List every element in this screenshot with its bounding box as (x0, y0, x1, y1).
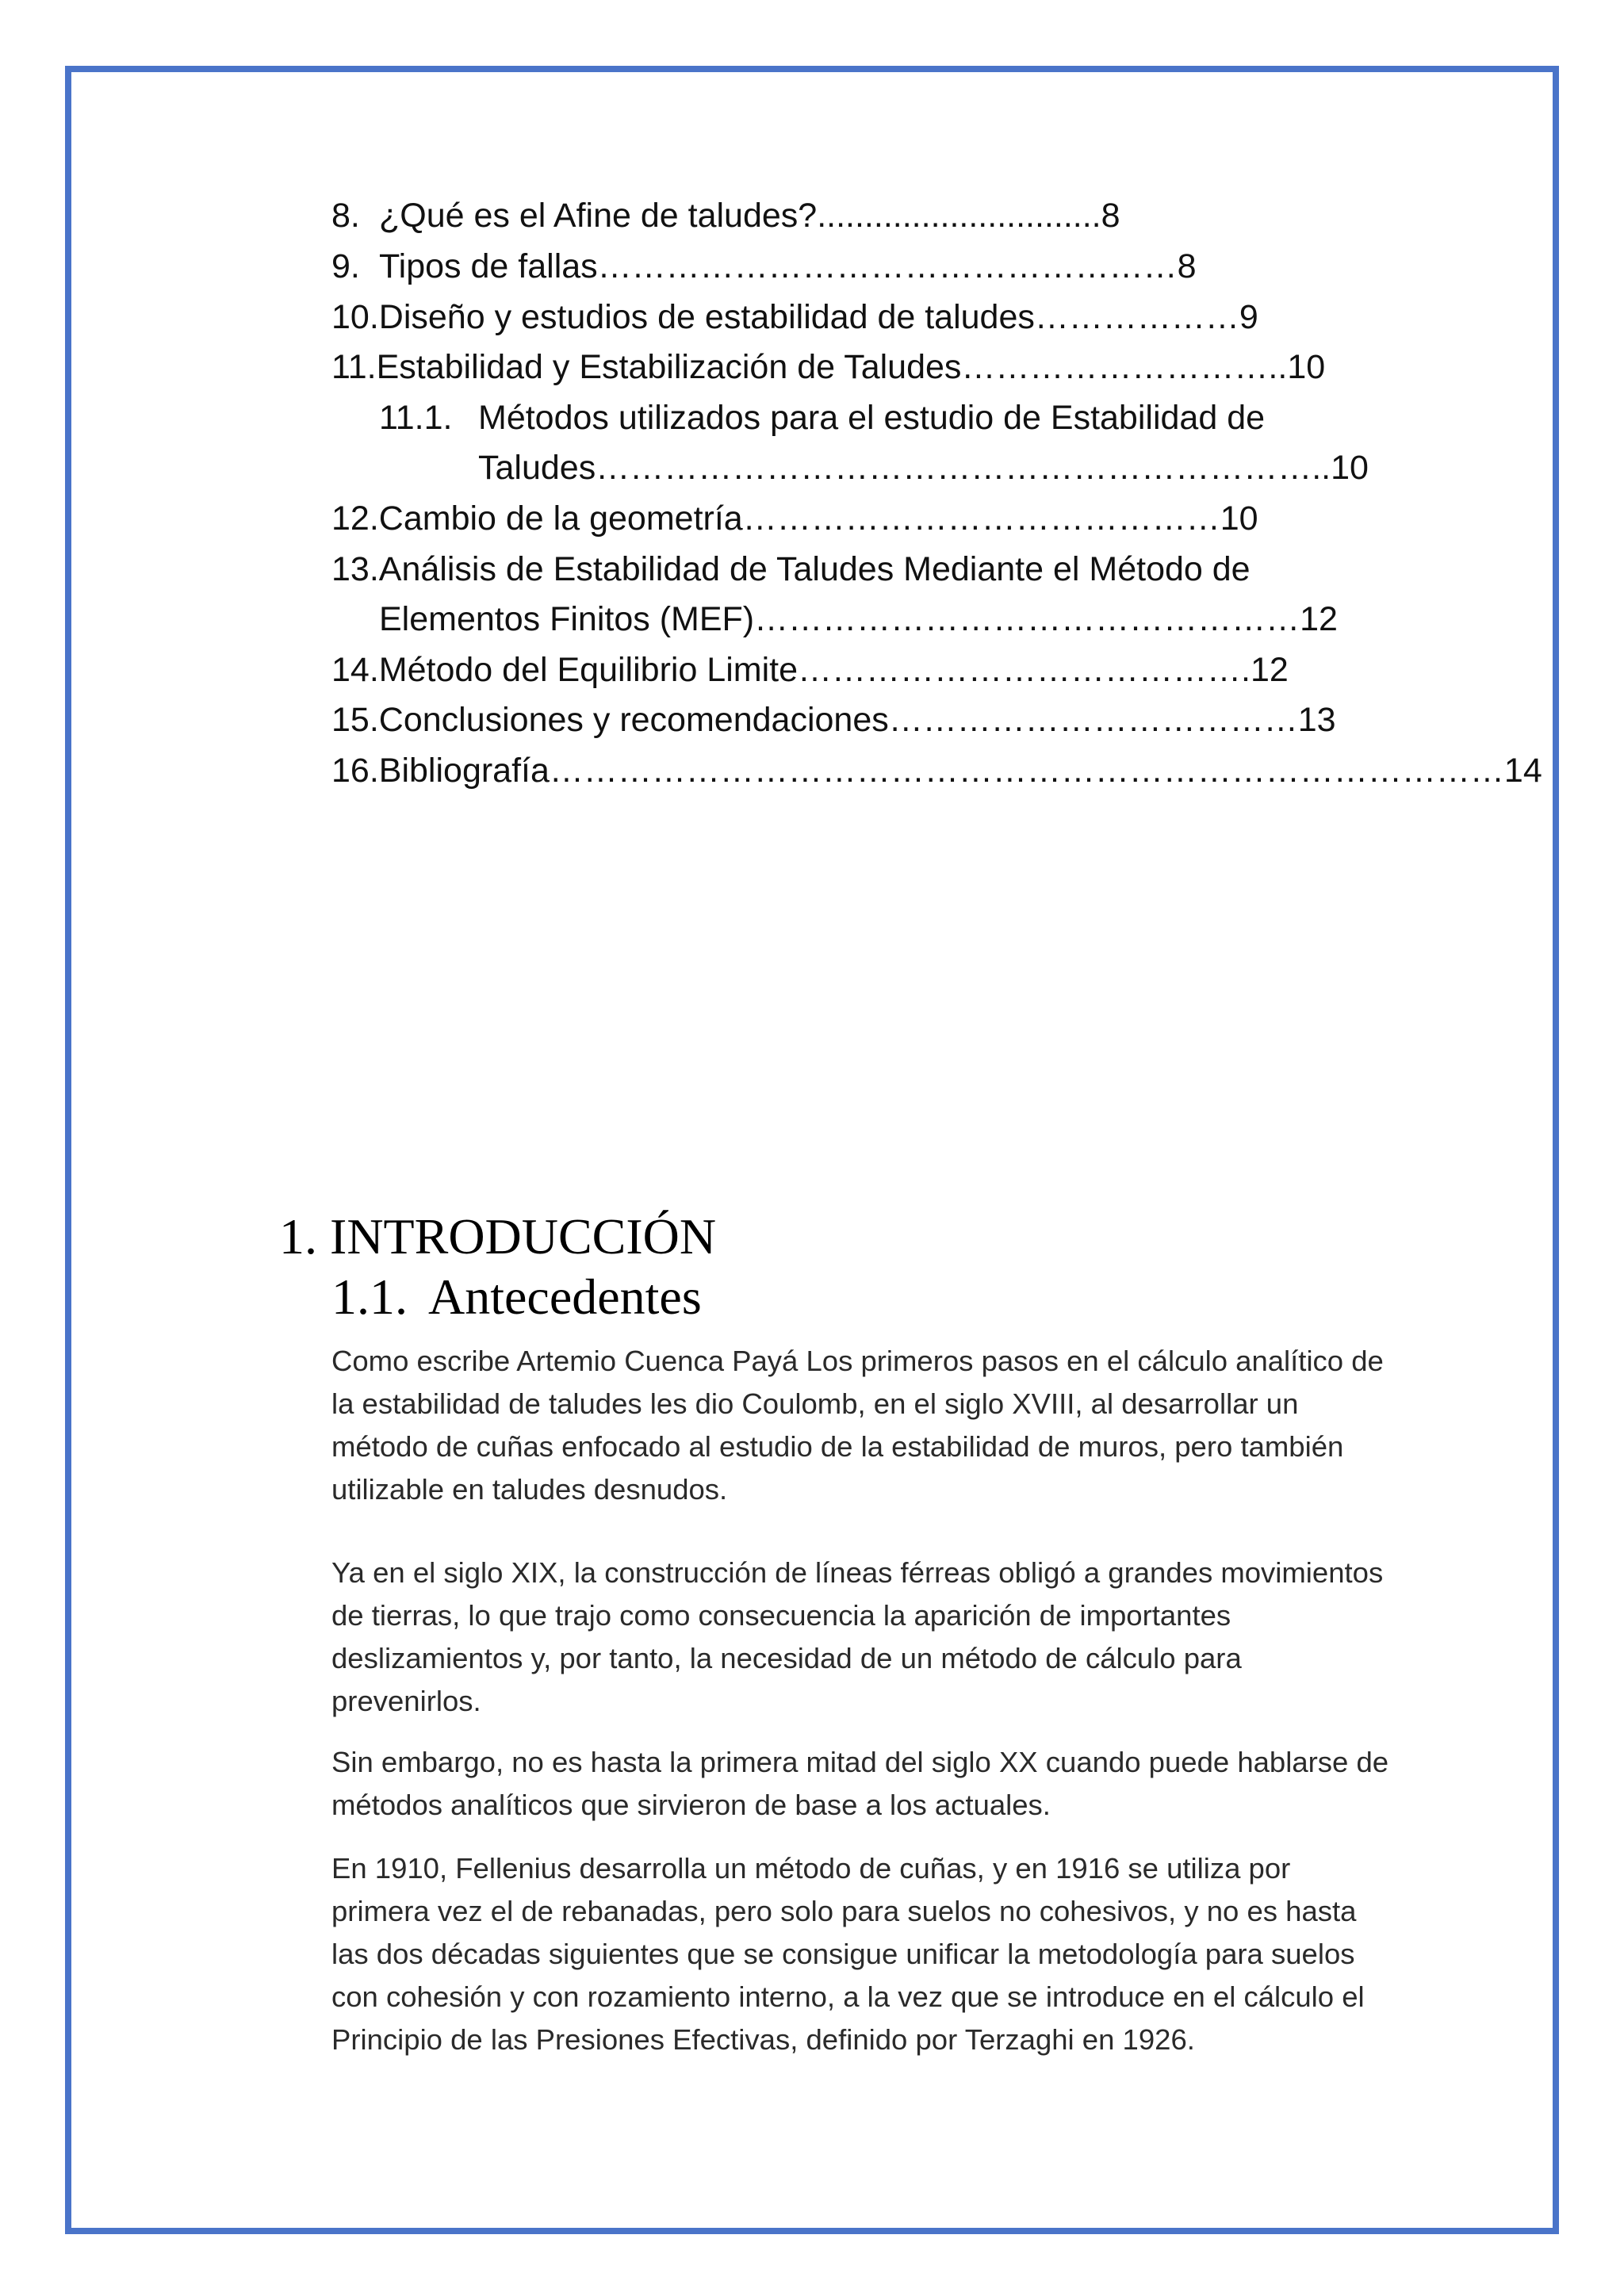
subsection-title: Antecedentes (428, 1269, 702, 1325)
toc-entry-title: Bibliografía (378, 752, 550, 790)
paragraph: Ya en el siglo XIX, la construcción de líneas férreas obligó a grandes movimientos de tierras, lo que trajo como consecuencia la aparición de importantes deslizamientos y, por tanto, la necesidad de un método de cálculo para prevenirlos. (331, 1556, 1384, 1717)
toc-entry-page: 8 (1177, 247, 1197, 285)
toc-entry-leader: …………………………………………… (597, 247, 1178, 285)
toc-entry-8 (331, 192, 1120, 239)
toc-entry-11-1-continued (478, 444, 1369, 492)
paragraph: En 1910, Fellenius desarrolla un método de cuñas, y en 1916 se utiliza por primera vez el de rebanadas, pero solo para suelos no cohesivos, y no es hasta las dos décadas siguientes que se consigue unificar la metodología para suelos con cohesión y con rozamiento interno, a la vez que se introduce en el cálculo el Principio de las Presiones Efectivas, definido por Terzaghi en 1926. (331, 1852, 1365, 2056)
toc-entry-leader: ………………………………………………………………………… (549, 752, 1504, 790)
toc-entry-11 (331, 343, 1325, 391)
toc-entry-page: 10 (1287, 348, 1326, 386)
toc-entry-number: 8. (331, 197, 360, 235)
toc-entry-16 (331, 747, 1542, 794)
toc-entry-title: Estabilidad y Estabilización de Taludes (376, 348, 962, 386)
toc-entry-page: 13 (1297, 701, 1336, 739)
toc-entry-leader: ……………………………… (888, 701, 1298, 739)
toc-entry-page: 12 (1250, 651, 1289, 689)
toc-entry-title: Conclusiones y recomendaciones (378, 701, 889, 739)
toc-entry-leader: ………………………………………… (754, 600, 1300, 638)
toc-entry-number: 14. (331, 651, 379, 689)
subsection-heading (331, 1265, 702, 1329)
toc-entry-number: 9. (331, 247, 360, 285)
toc-entry-leader: …………………………………… (742, 499, 1220, 538)
toc-entry-title: Elementos Finitos (MEF) (379, 600, 755, 638)
toc-entry-9 (331, 243, 1197, 290)
toc-entry-page: 10 (1331, 449, 1369, 487)
toc-entry-11-1 (379, 394, 1265, 442)
toc-entry-title: Análisis de Estabilidad de Taludes Mediante el Método de (378, 550, 1251, 588)
toc-entry-number: 12. (331, 499, 379, 538)
toc-entry-title: Tipos de fallas (379, 247, 598, 285)
toc-entry-title: ¿Qué es el Afine de taludes? (379, 197, 818, 235)
toc-entry-number: 11. (331, 348, 377, 386)
paragraph: Como escribe Artemio Cuenca Payá Los primeros pasos en el cálculo analítico de la estabilidad de taludes les dio Coulomb, en el siglo XVIII, al desarrollar un método de cuñas enfocado al estudio de la estabilidad de muros, pero también utilizable en taludes desnudos. (331, 1345, 1384, 1506)
toc-entry-title: Métodos utilizados para el estudio de Estabilidad de (478, 399, 1266, 437)
toc-entry-leader: ……………………………………………………….. (596, 449, 1331, 487)
toc-entry-title: Cambio de la geometría (378, 499, 743, 538)
toc-entry-leader: …………………………………. (798, 651, 1251, 689)
toc-entry-page: 10 (1220, 499, 1258, 538)
subsection-number: 1.1. (331, 1269, 408, 1325)
toc-entry-title: Método del Equilibrio Limite (378, 651, 799, 689)
paragraph: Sin embargo, no es hasta la primera mitad del siglo XX cuando puede hablarse de métodos analíticos que sirvieron de base a los actuales. (331, 1746, 1389, 1821)
toc-entry-page: 9 (1239, 298, 1258, 336)
toc-entry-number: 16. (331, 752, 379, 790)
toc-entry-number: 13. (331, 550, 379, 588)
toc-entry-leader: ……………………….. (961, 348, 1288, 386)
toc-entry-title: Taludes (478, 449, 596, 487)
toc-entry-page: 8 (1101, 197, 1120, 235)
toc-entry-13-continued (379, 595, 1338, 643)
toc-entry-13 (331, 545, 1251, 593)
section-title: INTRODUCCIÓN (330, 1208, 717, 1265)
toc-entry-title: Diseño y estudios de estabilidad de taludes (378, 298, 1035, 336)
toc-entry-14 (331, 646, 1289, 694)
toc-entry-number: 10. (331, 298, 379, 336)
toc-entry-number: 11.1. (379, 399, 453, 437)
toc-entry-leader: .............................. (817, 197, 1101, 235)
table-of-contents (0, 0, 1624, 872)
toc-entry-12 (331, 495, 1258, 542)
section-number: 1. (279, 1208, 317, 1265)
toc-entry-15 (331, 696, 1336, 744)
section-heading (279, 1205, 716, 1269)
toc-entry-10 (331, 293, 1258, 341)
toc-entry-page: 12 (1300, 600, 1338, 638)
toc-entry-page: 14 (1503, 752, 1542, 790)
toc-entry-number: 15. (331, 701, 379, 739)
toc-entry-leader: ……………… (1034, 298, 1239, 336)
